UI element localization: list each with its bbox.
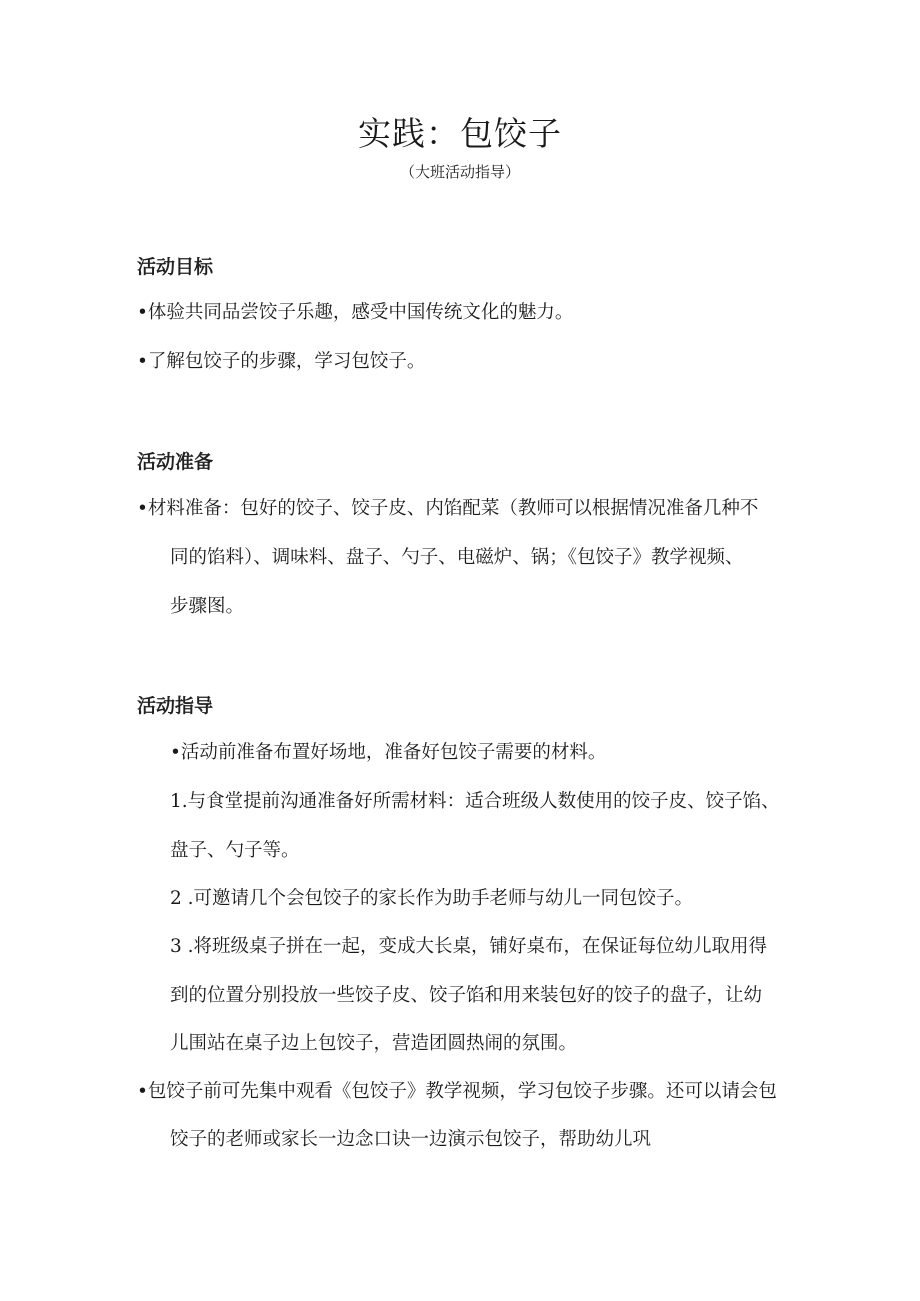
guide-line: 到的位置分别投放一些饺子皮、饺子馅和用来装包好的饺子的盘子，让幼 xyxy=(170,985,763,1006)
goals-line: •体验共同品尝饺子乐趣，感受中国传统文化的魅力。 xyxy=(137,302,574,323)
guide-line: 盘子、勺子等。 xyxy=(170,840,300,861)
guide-line: •活动前准备布置好场地，准备好包饺子需要的材料。 xyxy=(170,742,607,763)
section-heading-prep: 活动准备 xyxy=(137,451,214,473)
section-heading-goals: 活动目标 xyxy=(137,256,214,278)
prep-line: •材料准备：包好的饺子、饺子皮、内馅配菜（教师可以根据情况准备几种不 xyxy=(137,498,759,519)
section-heading-guide: 活动指导 xyxy=(137,695,214,717)
page-title: 实践：包饺子 xyxy=(358,114,562,153)
goals-line: •了解包饺子的步骤，学习包饺子。 xyxy=(137,351,426,372)
prep-line: 同的馅料）、调味料、盘子、勺子、电磁炉、锅；《包饺子》教学视频、 xyxy=(170,547,744,568)
guide-line: 1.与食堂提前沟通准备好所需材料：适合班级人数使用的饺子皮、饺子馅、 xyxy=(170,791,780,812)
guide-line: •包饺子前可先集中观看《包饺子》教学视频，学习包饺子步骤。还可以请会包 xyxy=(137,1081,777,1102)
prep-line: 步骤图。 xyxy=(170,596,245,617)
guide-line: 3 .将班级桌子拼在一起，变成大长桌，铺好桌布，在保证每位幼儿取用得 xyxy=(170,936,768,957)
guide-line: 饺子的老师或家长一边念口诀一边演示包饺子，帮助幼儿巩 xyxy=(170,1129,652,1150)
guide-line: 儿围站在桌子边上包饺子，营造团圆热闹的氛围。 xyxy=(170,1033,578,1054)
page-subtitle: （大班活动指导） xyxy=(399,163,520,181)
guide-line: 2 .可邀请几个会包饺子的家长作为助手老师与幼儿一同包饺子。 xyxy=(170,888,694,909)
